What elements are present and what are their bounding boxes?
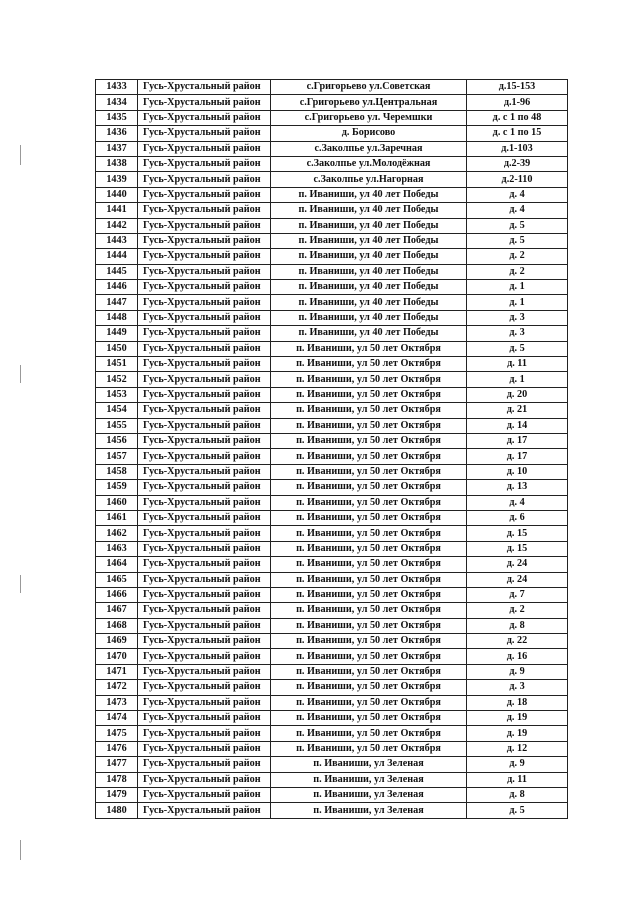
house-cell: д. 11 — [467, 357, 568, 372]
district-cell: Гусь-Хрустальный район — [138, 110, 271, 125]
district-cell: Гусь-Хрустальный район — [138, 572, 271, 587]
address-table — [95, 79, 568, 819]
scan-artifact-mark — [20, 365, 21, 383]
street-cell: с.Заколпье ул.Молодёжная — [271, 156, 467, 171]
house-cell: д. 4 — [467, 203, 568, 218]
street-cell: п. Иваниши, ул 40 лет Победы — [271, 203, 467, 218]
street-cell: п. Иваниши, ул 50 лет Октября — [271, 541, 467, 556]
row-number: 1478 — [96, 772, 138, 787]
house-cell: д. 1 — [467, 372, 568, 387]
house-cell: д. 15 — [467, 526, 568, 541]
table-row — [96, 433, 568, 448]
table-row — [96, 249, 568, 264]
row-number: 1443 — [96, 233, 138, 248]
table-row — [96, 418, 568, 433]
table-row — [96, 203, 568, 218]
street-cell: п. Иваниши, ул 50 лет Октября — [271, 603, 467, 618]
table-row — [96, 110, 568, 125]
house-cell: д. 8 — [467, 787, 568, 802]
table-row — [96, 95, 568, 110]
table-row — [96, 741, 568, 756]
table-row — [96, 480, 568, 495]
house-cell: д.1-103 — [467, 141, 568, 156]
house-cell: д. 5 — [467, 218, 568, 233]
district-cell: Гусь-Хрустальный район — [138, 741, 271, 756]
street-cell: п. Иваниши, ул Зеленая — [271, 772, 467, 787]
district-cell: Гусь-Хрустальный район — [138, 80, 271, 95]
house-cell: д. 1 — [467, 295, 568, 310]
street-cell: д. Борисово — [271, 126, 467, 141]
house-cell: д. 20 — [467, 387, 568, 402]
table-row — [96, 510, 568, 525]
district-cell: Гусь-Хрустальный район — [138, 403, 271, 418]
table-row — [96, 618, 568, 633]
row-number: 1437 — [96, 141, 138, 156]
district-cell: Гусь-Хрустальный район — [138, 218, 271, 233]
table-row — [96, 541, 568, 556]
district-cell: Гусь-Хрустальный район — [138, 280, 271, 295]
street-cell: п. Иваниши, ул 40 лет Победы — [271, 280, 467, 295]
house-cell: д. 6 — [467, 510, 568, 525]
scan-artifact-mark — [20, 840, 21, 860]
row-number: 1438 — [96, 156, 138, 171]
table-row — [96, 680, 568, 695]
house-cell: д. 18 — [467, 695, 568, 710]
street-cell: п. Иваниши, ул 50 лет Октября — [271, 526, 467, 541]
row-number: 1475 — [96, 726, 138, 741]
table-row — [96, 280, 568, 295]
table-row — [96, 803, 568, 818]
table-row — [96, 126, 568, 141]
street-cell: п. Иваниши, ул 50 лет Октября — [271, 480, 467, 495]
table-row — [96, 526, 568, 541]
row-number: 1464 — [96, 557, 138, 572]
street-cell: п. Иваниши, ул 50 лет Октября — [271, 341, 467, 356]
table-row — [96, 218, 568, 233]
district-cell: Гусь-Хрустальный район — [138, 95, 271, 110]
row-number: 1441 — [96, 203, 138, 218]
house-cell: д. 3 — [467, 310, 568, 325]
district-cell: Гусь-Хрустальный район — [138, 264, 271, 279]
street-cell: п. Иваниши, ул 50 лет Октября — [271, 557, 467, 572]
district-cell: Гусь-Хрустальный район — [138, 295, 271, 310]
district-cell: Гусь-Хрустальный район — [138, 326, 271, 341]
house-cell: д. 4 — [467, 187, 568, 202]
street-cell: п. Иваниши, ул Зеленая — [271, 757, 467, 772]
row-number: 1472 — [96, 680, 138, 695]
row-number: 1470 — [96, 649, 138, 664]
street-cell: с.Григорьево ул.Советская — [271, 80, 467, 95]
table-row — [96, 557, 568, 572]
street-cell: п. Иваниши, ул 40 лет Победы — [271, 295, 467, 310]
district-cell: Гусь-Хрустальный район — [138, 649, 271, 664]
street-cell: п. Иваниши, ул 40 лет Победы — [271, 326, 467, 341]
row-number: 1474 — [96, 711, 138, 726]
row-number: 1434 — [96, 95, 138, 110]
street-cell: п. Иваниши, ул 50 лет Октября — [271, 387, 467, 402]
table-row — [96, 495, 568, 510]
row-number: 1449 — [96, 326, 138, 341]
street-cell: п. Иваниши, ул 40 лет Победы — [271, 187, 467, 202]
table-row — [96, 141, 568, 156]
street-cell: п. Иваниши, ул 50 лет Октября — [271, 587, 467, 602]
street-cell: п. Иваниши, ул 50 лет Октября — [271, 495, 467, 510]
street-cell: п. Иваниши, ул 50 лет Октября — [271, 510, 467, 525]
house-cell: д. 5 — [467, 233, 568, 248]
house-cell: д. 5 — [467, 803, 568, 818]
house-cell: д. 14 — [467, 418, 568, 433]
district-cell: Гусь-Хрустальный район — [138, 341, 271, 356]
district-cell: Гусь-Хрустальный район — [138, 680, 271, 695]
row-number: 1446 — [96, 280, 138, 295]
row-number: 1435 — [96, 110, 138, 125]
house-cell: д. 19 — [467, 726, 568, 741]
district-cell: Гусь-Хрустальный район — [138, 757, 271, 772]
table-row — [96, 464, 568, 479]
house-cell: д. 16 — [467, 649, 568, 664]
street-cell: п. Иваниши, ул 50 лет Октября — [271, 695, 467, 710]
row-number: 1440 — [96, 187, 138, 202]
house-cell: д. с 1 по 48 — [467, 110, 568, 125]
table-row — [96, 80, 568, 95]
street-cell: п. Иваниши, ул 50 лет Октября — [271, 418, 467, 433]
district-cell: Гусь-Хрустальный район — [138, 803, 271, 818]
row-number: 1457 — [96, 449, 138, 464]
row-number: 1471 — [96, 664, 138, 679]
table-row — [96, 310, 568, 325]
street-cell: с.Заколпье ул.Нагорная — [271, 172, 467, 187]
district-cell: Гусь-Хрустальный район — [138, 526, 271, 541]
street-cell: п. Иваниши, ул 50 лет Октября — [271, 464, 467, 479]
district-cell: Гусь-Хрустальный район — [138, 587, 271, 602]
row-number: 1458 — [96, 464, 138, 479]
district-cell: Гусь-Хрустальный район — [138, 510, 271, 525]
table-row — [96, 603, 568, 618]
house-cell: д. 24 — [467, 557, 568, 572]
house-cell: д. 3 — [467, 326, 568, 341]
row-number: 1473 — [96, 695, 138, 710]
row-number: 1454 — [96, 403, 138, 418]
house-cell: д. 2 — [467, 603, 568, 618]
district-cell: Гусь-Хрустальный район — [138, 557, 271, 572]
house-cell: д. 8 — [467, 618, 568, 633]
district-cell: Гусь-Хрустальный район — [138, 126, 271, 141]
row-number: 1451 — [96, 357, 138, 372]
district-cell: Гусь-Хрустальный район — [138, 433, 271, 448]
house-cell: д. 19 — [467, 711, 568, 726]
house-cell: д. 15 — [467, 541, 568, 556]
house-cell: д. 7 — [467, 587, 568, 602]
row-number: 1479 — [96, 787, 138, 802]
table-row — [96, 187, 568, 202]
street-cell: п. Иваниши, ул 50 лет Октября — [271, 572, 467, 587]
district-cell: Гусь-Хрустальный район — [138, 464, 271, 479]
table-row — [96, 726, 568, 741]
street-cell: п. Иваниши, ул 50 лет Октября — [271, 357, 467, 372]
street-cell: п. Иваниши, ул 50 лет Октября — [271, 449, 467, 464]
district-cell: Гусь-Хрустальный район — [138, 357, 271, 372]
district-cell: Гусь-Хрустальный район — [138, 787, 271, 802]
district-cell: Гусь-Хрустальный район — [138, 618, 271, 633]
street-cell: п. Иваниши, ул 50 лет Октября — [271, 649, 467, 664]
street-cell: п. Иваниши, ул 50 лет Октября — [271, 726, 467, 741]
house-cell: д. 9 — [467, 664, 568, 679]
row-number: 1477 — [96, 757, 138, 772]
table-row — [96, 449, 568, 464]
street-cell: п. Иваниши, ул 40 лет Победы — [271, 218, 467, 233]
house-cell: д.15-153 — [467, 80, 568, 95]
district-cell: Гусь-Хрустальный район — [138, 233, 271, 248]
district-cell: Гусь-Хрустальный район — [138, 249, 271, 264]
table-row — [96, 233, 568, 248]
row-number: 1450 — [96, 341, 138, 356]
street-cell: п. Иваниши, ул 50 лет Октября — [271, 372, 467, 387]
house-cell: д. 21 — [467, 403, 568, 418]
row-number: 1433 — [96, 80, 138, 95]
house-cell: д. 5 — [467, 341, 568, 356]
district-cell: Гусь-Хрустальный район — [138, 418, 271, 433]
table-row — [96, 156, 568, 171]
house-cell: д. 2 — [467, 249, 568, 264]
street-cell: с.Григорьево ул. Черемшки — [271, 110, 467, 125]
table-row — [96, 587, 568, 602]
street-cell: п. Иваниши, ул Зеленая — [271, 787, 467, 802]
street-cell: п. Иваниши, ул 50 лет Октября — [271, 618, 467, 633]
row-number: 1456 — [96, 433, 138, 448]
district-cell: Гусь-Хрустальный район — [138, 495, 271, 510]
row-number: 1445 — [96, 264, 138, 279]
house-cell: д. 13 — [467, 480, 568, 495]
house-cell: д. 9 — [467, 757, 568, 772]
district-cell: Гусь-Хрустальный район — [138, 372, 271, 387]
table-row — [96, 172, 568, 187]
district-cell: Гусь-Хрустальный район — [138, 187, 271, 202]
table-row — [96, 357, 568, 372]
table-row — [96, 787, 568, 802]
street-cell: п. Иваниши, ул 50 лет Октября — [271, 680, 467, 695]
row-number: 1452 — [96, 372, 138, 387]
table-row — [96, 326, 568, 341]
street-cell: п. Иваниши, ул 50 лет Октября — [271, 403, 467, 418]
house-cell: д. 11 — [467, 772, 568, 787]
district-cell: Гусь-Хрустальный район — [138, 541, 271, 556]
house-cell: д. 1 — [467, 280, 568, 295]
district-cell: Гусь-Хрустальный район — [138, 711, 271, 726]
street-cell: п. Иваниши, ул 40 лет Победы — [271, 264, 467, 279]
district-cell: Гусь-Хрустальный район — [138, 310, 271, 325]
street-cell: с.Заколпье ул.Заречная — [271, 141, 467, 156]
street-cell: п. Иваниши, ул 50 лет Октября — [271, 711, 467, 726]
table-row — [96, 649, 568, 664]
row-number: 1439 — [96, 172, 138, 187]
house-cell: д. 24 — [467, 572, 568, 587]
street-cell: п. Иваниши, ул 50 лет Октября — [271, 741, 467, 756]
table-row — [96, 341, 568, 356]
row-number: 1459 — [96, 480, 138, 495]
house-cell: д. 17 — [467, 449, 568, 464]
district-cell: Гусь-Хрустальный район — [138, 172, 271, 187]
district-cell: Гусь-Хрустальный район — [138, 449, 271, 464]
district-cell: Гусь-Хрустальный район — [138, 480, 271, 495]
street-cell: п. Иваниши, ул 50 лет Октября — [271, 634, 467, 649]
street-cell: п. Иваниши, ул 40 лет Победы — [271, 249, 467, 264]
house-cell: д. 4 — [467, 495, 568, 510]
district-cell: Гусь-Хрустальный район — [138, 726, 271, 741]
house-cell: д. 3 — [467, 680, 568, 695]
row-number: 1469 — [96, 634, 138, 649]
row-number: 1467 — [96, 603, 138, 618]
house-cell: д. 17 — [467, 433, 568, 448]
district-cell: Гусь-Хрустальный район — [138, 203, 271, 218]
row-number: 1462 — [96, 526, 138, 541]
table-row — [96, 295, 568, 310]
row-number: 1447 — [96, 295, 138, 310]
district-cell: Гусь-Хрустальный район — [138, 141, 271, 156]
house-cell: д. 2 — [467, 264, 568, 279]
row-number: 1466 — [96, 587, 138, 602]
street-cell: с.Григорьево ул.Центральная — [271, 95, 467, 110]
table-row — [96, 387, 568, 402]
house-cell: д.2-110 — [467, 172, 568, 187]
row-number: 1442 — [96, 218, 138, 233]
table-row — [96, 772, 568, 787]
row-number: 1461 — [96, 510, 138, 525]
house-cell: д. 10 — [467, 464, 568, 479]
district-cell: Гусь-Хрустальный район — [138, 664, 271, 679]
row-number: 1436 — [96, 126, 138, 141]
row-number: 1480 — [96, 803, 138, 818]
table-row — [96, 664, 568, 679]
table-row — [96, 403, 568, 418]
row-number: 1463 — [96, 541, 138, 556]
table-row — [96, 711, 568, 726]
table-row — [96, 634, 568, 649]
district-cell: Гусь-Хрустальный район — [138, 603, 271, 618]
house-cell: д.1-96 — [467, 95, 568, 110]
scan-artifact-mark — [20, 575, 21, 593]
table-row — [96, 757, 568, 772]
row-number: 1444 — [96, 249, 138, 264]
district-cell: Гусь-Хрустальный район — [138, 387, 271, 402]
street-cell: п. Иваниши, ул 40 лет Победы — [271, 310, 467, 325]
district-cell: Гусь-Хрустальный район — [138, 772, 271, 787]
street-cell: п. Иваниши, ул 50 лет Октября — [271, 664, 467, 679]
district-cell: Гусь-Хрустальный район — [138, 634, 271, 649]
house-cell: д. с 1 по 15 — [467, 126, 568, 141]
table-row — [96, 695, 568, 710]
row-number: 1453 — [96, 387, 138, 402]
district-cell: Гусь-Хрустальный район — [138, 156, 271, 171]
table-row — [96, 572, 568, 587]
district-cell: Гусь-Хрустальный район — [138, 695, 271, 710]
row-number: 1468 — [96, 618, 138, 633]
table-row — [96, 372, 568, 387]
table-row — [96, 264, 568, 279]
house-cell: д.2-39 — [467, 156, 568, 171]
street-cell: п. Иваниши, ул 40 лет Победы — [271, 233, 467, 248]
address-table-body — [96, 80, 568, 819]
row-number: 1460 — [96, 495, 138, 510]
house-cell: д. 22 — [467, 634, 568, 649]
house-cell: д. 12 — [467, 741, 568, 756]
street-cell: п. Иваниши, ул 50 лет Октября — [271, 433, 467, 448]
row-number: 1465 — [96, 572, 138, 587]
row-number: 1455 — [96, 418, 138, 433]
row-number: 1476 — [96, 741, 138, 756]
scan-artifact-mark — [20, 145, 21, 165]
street-cell: п. Иваниши, ул Зеленая — [271, 803, 467, 818]
row-number: 1448 — [96, 310, 138, 325]
